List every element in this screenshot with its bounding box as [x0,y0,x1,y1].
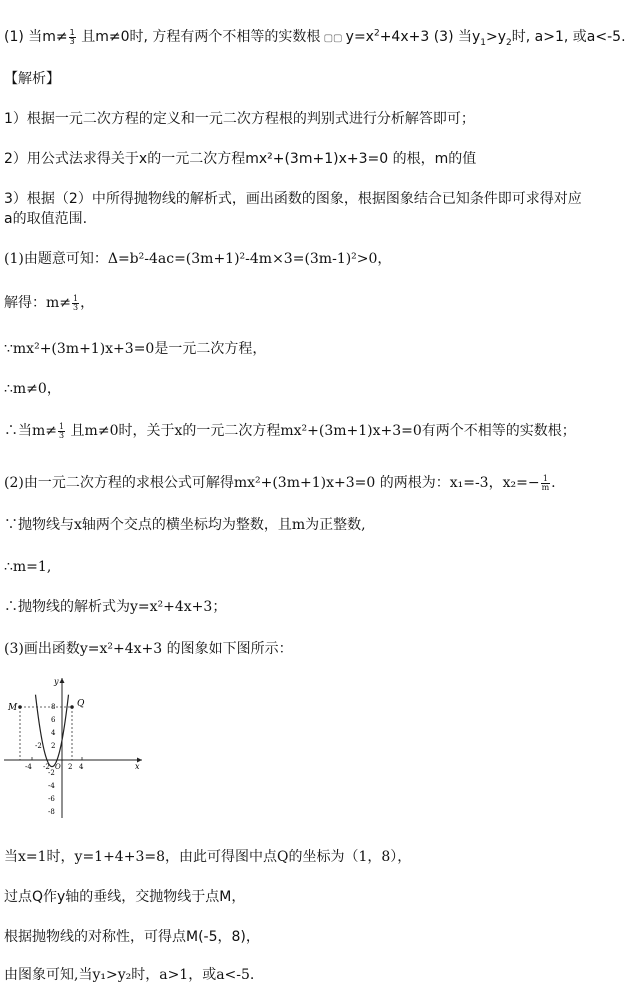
label-M: M [8,703,18,713]
answer-exp: 2 [373,28,380,39]
frac-num: 1 [73,293,79,303]
jiexi-header: 【解析】 [4,71,60,87]
step-2-post: ， [80,295,95,311]
ytick-4: 4 [51,729,56,737]
label-y: y [54,677,59,686]
step-6-post: . [551,475,556,491]
step-8: ∴m=1, [4,559,52,575]
step-7: ∵抛物线与x轴两个交点的横坐标均为整数，且m为正整数, [4,517,366,533]
step-3: ∵mx²+(3m+1)x+3=0是一元二次方程， [4,341,267,357]
intro-2: 2）用公式法求得关于x的一元二次方程mx²+(3m+1)x+3=0 的根，m的值 [4,151,477,167]
step-6-pre: (2)由一元二次方程的求根公式可解得mx²+(3m+1)x+3=0 的两根为：x₁=-3，x₂=− [4,475,540,491]
y-axis-arrow [60,678,65,683]
point-M [18,705,22,709]
answer-part2: y=x [345,29,374,45]
step-10: (3)画出函数y=x²+4x+3 的图象如下图所示： [4,641,293,657]
step-2 [4,294,624,312]
xtick-neg2: -2 [43,763,50,771]
fraction [72,295,79,312]
ytick-2: 2 [51,742,56,750]
frac-den: m [541,482,550,492]
step-5-post: 且m≠0时，关于x的一元二次方程mx²+(3m+1)x+3=0有两个不相等的实数根； [66,423,576,439]
ytick-8: 8 [51,703,56,711]
step-5 [4,422,624,440]
intro-3: 3）根据（2）中所得抛物线的解析式，画出函数的图象，根据图象结合已知条件即可求得对应 [4,191,582,207]
answer-part3: (3) 当y [433,29,481,45]
step-1: (1)由题意可知：Δ=b²-4ac=(3m+1)²-4m×3=(3m-1)²>0， [4,251,392,267]
step-13: 根据抛物线的对称性，可得点M(-5，8)， [4,929,260,945]
step-14: 由图象可知,当y₁>y₂时，a>1，或a<-5. [4,967,255,983]
xtick-2: 2 [68,763,73,771]
frac-num: 1 [59,421,65,431]
label-origin: O [55,763,61,771]
xtick-neg4: -4 [25,763,32,771]
step-12: 过点Q作y轴的垂线，交抛物线于点M， [4,889,246,905]
answer-tail: 时, a>1, 或a<-5. [511,29,626,45]
ytick-neg2: -2 [48,769,55,777]
answer-sub1: 1 [480,37,487,48]
fraction [58,423,65,440]
intro-1: 1）根据一元二次方程的定义和一元二次方程根的判别式进行分析解答即可； [4,111,475,127]
step-2-pre: 解得：m≠ [4,295,72,311]
intro-4: a的取值范围. [4,211,88,227]
label-x: x [135,762,140,771]
step-11: 当x=1时，y=1+4+3=8，由此可得图中点Q的坐标为（1，8）， [4,849,412,865]
step-6 [4,474,624,492]
answer-line: (1) 当m≠ $\frac{1}{3}$ 且m≠0时, 方程有两个不相等的实数根 ▢▢ $y=x^2+4x+3$ (3) 当$y_1>y_2$时, a>1, 或a<-5. [4,27,626,48]
frac-num: 1 [69,27,75,37]
ytick-neg6: -6 [48,795,55,803]
answer-sub2: 2 [506,37,512,48]
frac-den: 3 [73,302,79,312]
ytick-neg8: -8 [48,808,55,816]
ytick-neg2-left: -2 [35,742,42,750]
point-Q [70,705,74,709]
ytick-6: 6 [51,716,56,724]
frac-num: 1 [541,475,551,484]
answer-part1: (1) 当m≠ [4,29,68,45]
parabola-graph [2,672,152,822]
step-5-pre: ∴当m≠ [4,423,58,439]
answer-part2c: +4x+3 [379,29,430,45]
answer-gt: >y [486,29,507,45]
step-9: ∴抛物线的解析式为y=x²+4x+3； [4,599,227,615]
ytick-neg4: -4 [48,782,55,790]
fraction [69,29,76,46]
answer-part1-post: 且m≠0时, 方程有两个不相等的实数根 [76,29,321,45]
label-Q: Q [77,699,85,709]
xtick-4: 4 [79,763,84,771]
frac-den: 3 [59,430,65,440]
step-4: ∴m≠0， [4,381,61,397]
frac-den: 3 [69,36,75,46]
fraction [541,475,551,492]
